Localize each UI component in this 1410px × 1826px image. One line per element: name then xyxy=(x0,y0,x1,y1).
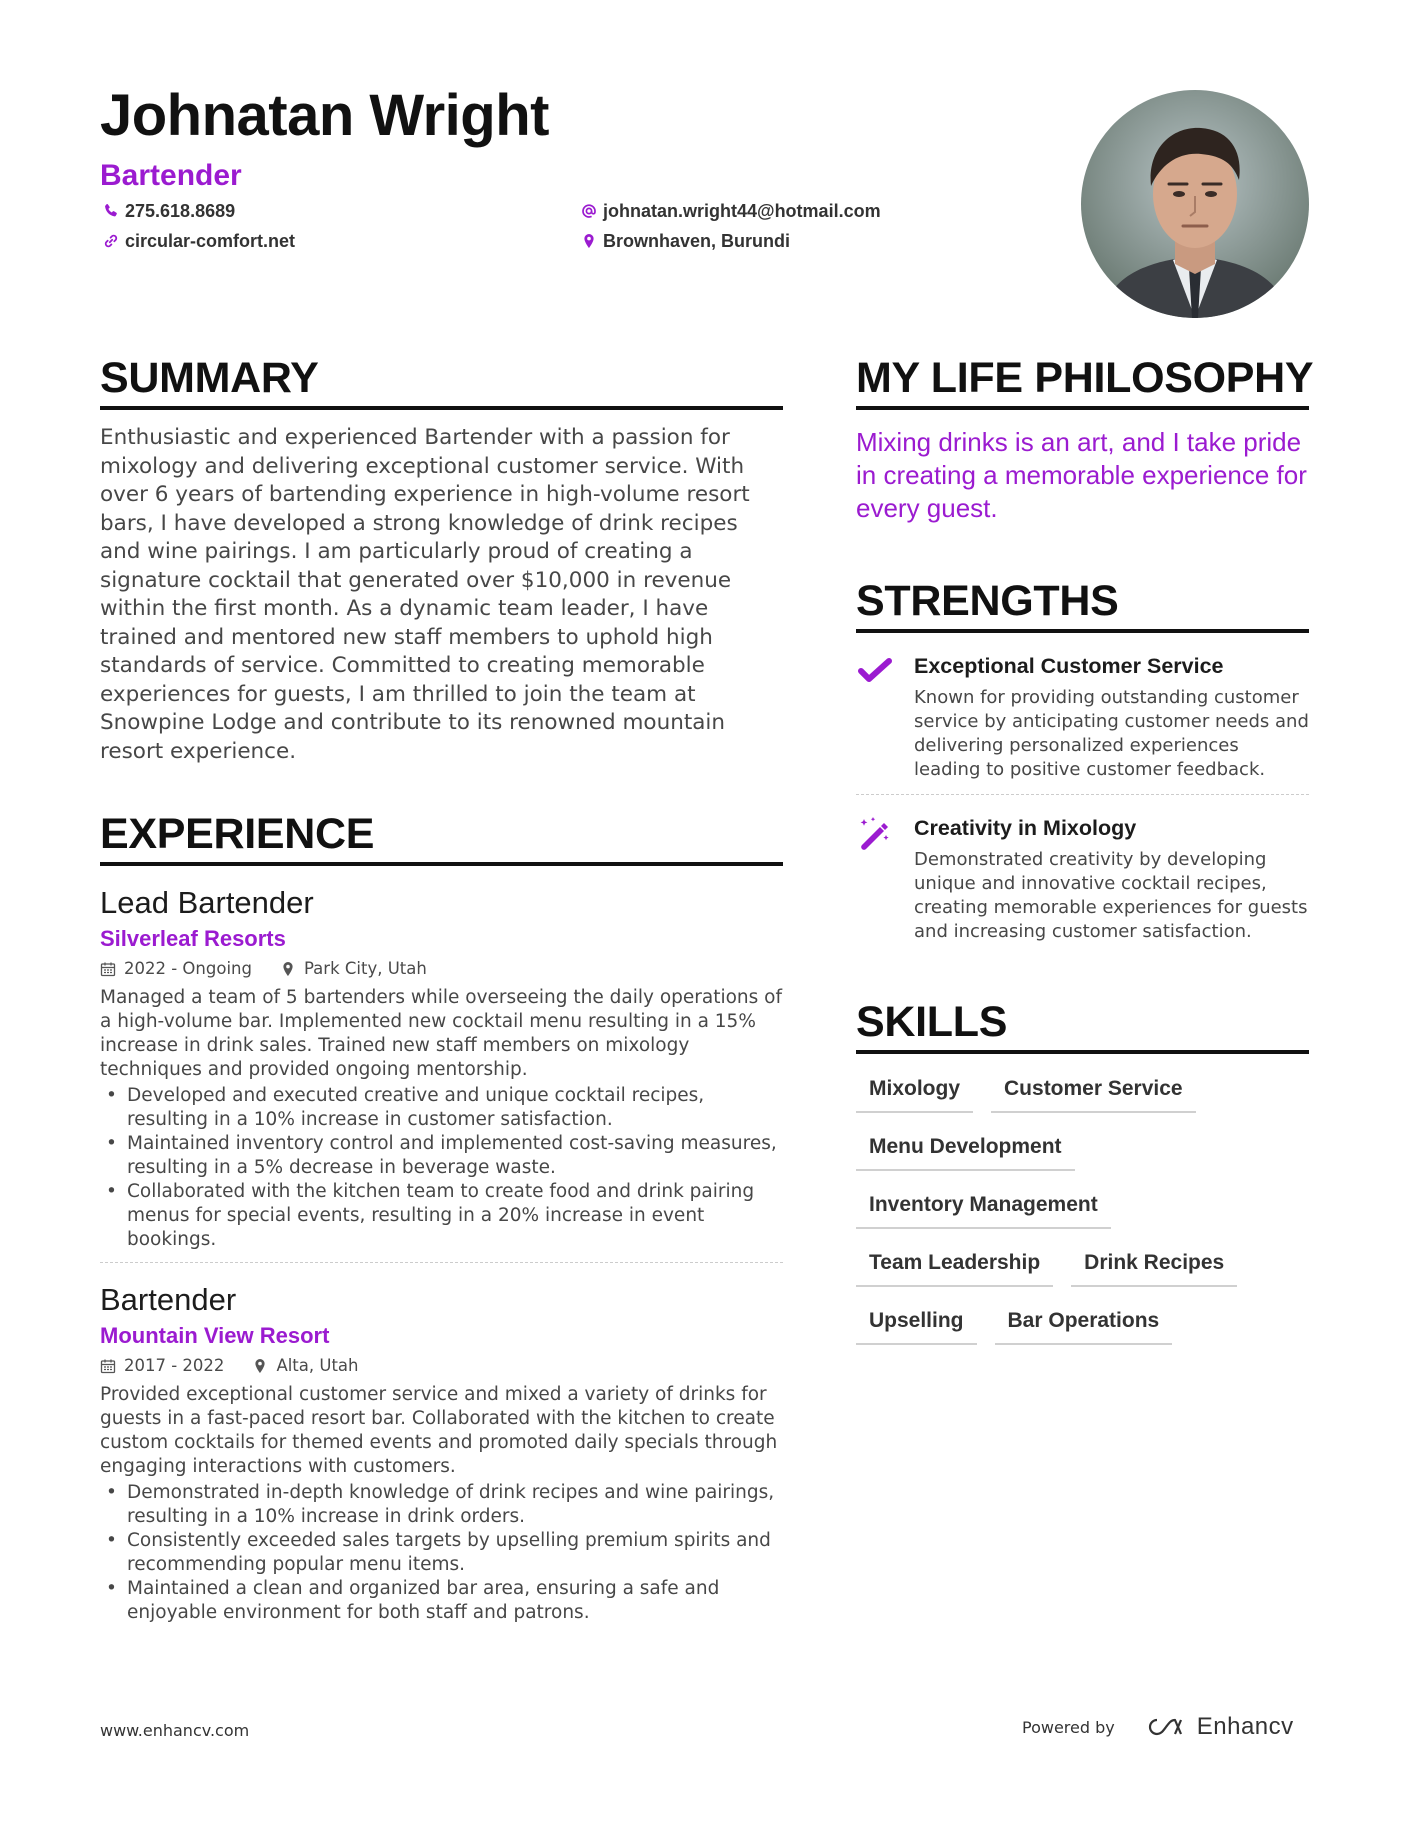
job-entry xyxy=(100,1281,783,1625)
job-bullet: • Consistently exceeded sales targets by upselling premium spirits and recommending popular menu items. xyxy=(100,1529,783,1577)
location-pin-icon xyxy=(578,230,600,252)
contact-phone xyxy=(100,200,235,222)
powered-by-label: Powered by xyxy=(1022,1717,1115,1737)
strength-item xyxy=(856,653,1309,782)
checkmark-icon xyxy=(856,653,914,782)
job-divider xyxy=(100,1262,783,1263)
job-dates xyxy=(100,958,252,980)
skill-tag: Drink Recipes xyxy=(1071,1246,1237,1287)
location-pin-icon xyxy=(280,961,296,977)
experience-heading: EXPERIENCE xyxy=(100,808,783,866)
job-dates-text: 2022 - Ongoing xyxy=(124,959,252,978)
job-bullet: • Collaborated with the kitchen team to create food and drink pairing menus for special events, resulting in a 20% increase in event bookings. xyxy=(100,1180,783,1252)
strengths-heading: STRENGTHS xyxy=(856,575,1309,633)
calendar-icon xyxy=(100,1358,116,1374)
skill-tag: Mixology xyxy=(856,1072,973,1113)
job-bullets xyxy=(100,1084,783,1252)
job-bullet: • Demonstrated in-depth knowledge of drink recipes and wine pairings, resulting in a 10% increase in drink orders. xyxy=(100,1481,783,1529)
footer-website[interactable]: www.enhancv.com xyxy=(100,1721,250,1740)
skill-tag: Bar Operations xyxy=(995,1304,1173,1345)
job-role: Bartender xyxy=(100,1282,237,1317)
skill-tag: Team Leadership xyxy=(856,1246,1053,1287)
website-text[interactable]: circular-comfort.net xyxy=(125,231,296,251)
job-dates xyxy=(100,1355,224,1377)
candidate-role: Bartender xyxy=(100,159,242,192)
job-company: Mountain View Resort xyxy=(100,1323,330,1348)
candidate-name: Johnatan Wright xyxy=(100,83,549,148)
left-column xyxy=(100,352,783,1625)
footer-branding xyxy=(1022,1713,1294,1741)
phone-icon xyxy=(100,200,122,222)
contact-location xyxy=(578,230,790,252)
job-location xyxy=(252,1355,358,1377)
enhancv-logo-icon xyxy=(1141,1714,1187,1740)
location-pin-icon xyxy=(252,1358,268,1374)
strength-title: Creativity in Mixology xyxy=(914,816,1137,840)
location-text: Brownhaven, Burundi xyxy=(603,231,791,251)
phone-text[interactable]: 275.618.8689 xyxy=(125,201,236,221)
job-location xyxy=(280,958,427,980)
calendar-icon xyxy=(100,961,116,977)
job-location-text: Park City, Utah xyxy=(303,959,427,978)
job-entry xyxy=(100,884,783,1252)
avatar xyxy=(1081,90,1309,318)
skills-list xyxy=(856,1072,1309,1362)
at-sign-icon xyxy=(578,200,600,222)
job-meta xyxy=(100,1355,783,1377)
job-bullet: • Maintained inventory control and implemented cost-saving measures, resulting in a 5% decrease in beverage waste. xyxy=(100,1132,783,1180)
enhancv-brand-text: Enhancv xyxy=(1196,1713,1294,1740)
skill-tag: Menu Development xyxy=(856,1130,1075,1171)
skill-tag: Upselling xyxy=(856,1304,977,1345)
right-column xyxy=(856,352,1314,1362)
summary-heading: SUMMARY xyxy=(100,352,783,410)
philosophy-heading: MY LIFE PHILOSOPHY xyxy=(856,352,1309,410)
link-icon xyxy=(100,230,122,252)
enhancv-logo[interactable] xyxy=(1141,1713,1294,1741)
job-bullet: • Maintained a clean and organized bar area, ensuring a safe and enjoyable environment for both staff and patrons. xyxy=(100,1577,783,1625)
strength-divider xyxy=(856,794,1309,795)
job-description: Managed a team of 5 bartenders while overseeing the daily operations of a high-volume bar. Implemented new cocktail menu resulting in a 15% increase in drink sales. Trained new staff members on mixology techniques and provided ongoing mentorship. xyxy=(100,987,783,1080)
job-meta xyxy=(100,958,783,980)
skills-heading: SKILLS xyxy=(856,996,1309,1054)
strength-description: Known for providing outstanding customer service by anticipating customer needs and delivering personalized experiences leading to positive customer feedback. xyxy=(914,687,1309,780)
job-description: Provided exceptional customer service and mixed a variety of drinks for guests in a fast-paced resort bar. Collaborated with the kitchen to create custom cocktails for themed events and promoted daily specials through engaging interactions with customers. xyxy=(100,1384,778,1477)
job-dates-text: 2017 - 2022 xyxy=(124,1356,225,1375)
job-location-text: Alta, Utah xyxy=(276,1356,359,1375)
skill-tag: Inventory Management xyxy=(856,1188,1111,1229)
job-bullet: • Developed and executed creative and unique cocktail recipes, resulting in a 10% increase in customer satisfaction. xyxy=(100,1084,783,1132)
contact-website xyxy=(100,230,295,252)
email-text[interactable]: johnatan.wright44@hotmail.com xyxy=(603,201,881,221)
philosophy-quote: Mixing drinks is an art, and I take pride in creating a memorable experience for every guest. xyxy=(856,427,1307,523)
strength-title: Exceptional Customer Service xyxy=(914,654,1224,678)
job-role: Lead Bartender xyxy=(100,885,314,920)
job-bullets xyxy=(100,1481,783,1625)
summary-text: Enthusiastic and experienced Bartender with a passion for mixology and delivering exceptional customer service. With over 6 years of bartending experience in high-volume resort bars, I have developed a strong knowledge of drink recipes and wine pairings. I am particularly proud of creating a signature cocktail that generated over $10,000 in revenue within the first month. As a dynamic team leader, I have trained and mentored new staff members to uphold high standards of service. Committed to creating memorable experiences for guests, I am thrilled to join the team at Snowpine Lodge and contribute to its renowned mountain resort experience. xyxy=(100,425,750,764)
job-company: Silverleaf Resorts xyxy=(100,926,286,951)
strength-description: Demonstrated creativity by developing unique and innovative cocktail recipes, creating memorable experiences for guests and increasing customer satisfaction. xyxy=(914,849,1308,942)
strength-item xyxy=(856,815,1309,944)
skill-tag: Customer Service xyxy=(991,1072,1196,1113)
magic-wand-icon xyxy=(856,815,914,944)
contact-email xyxy=(578,200,881,222)
